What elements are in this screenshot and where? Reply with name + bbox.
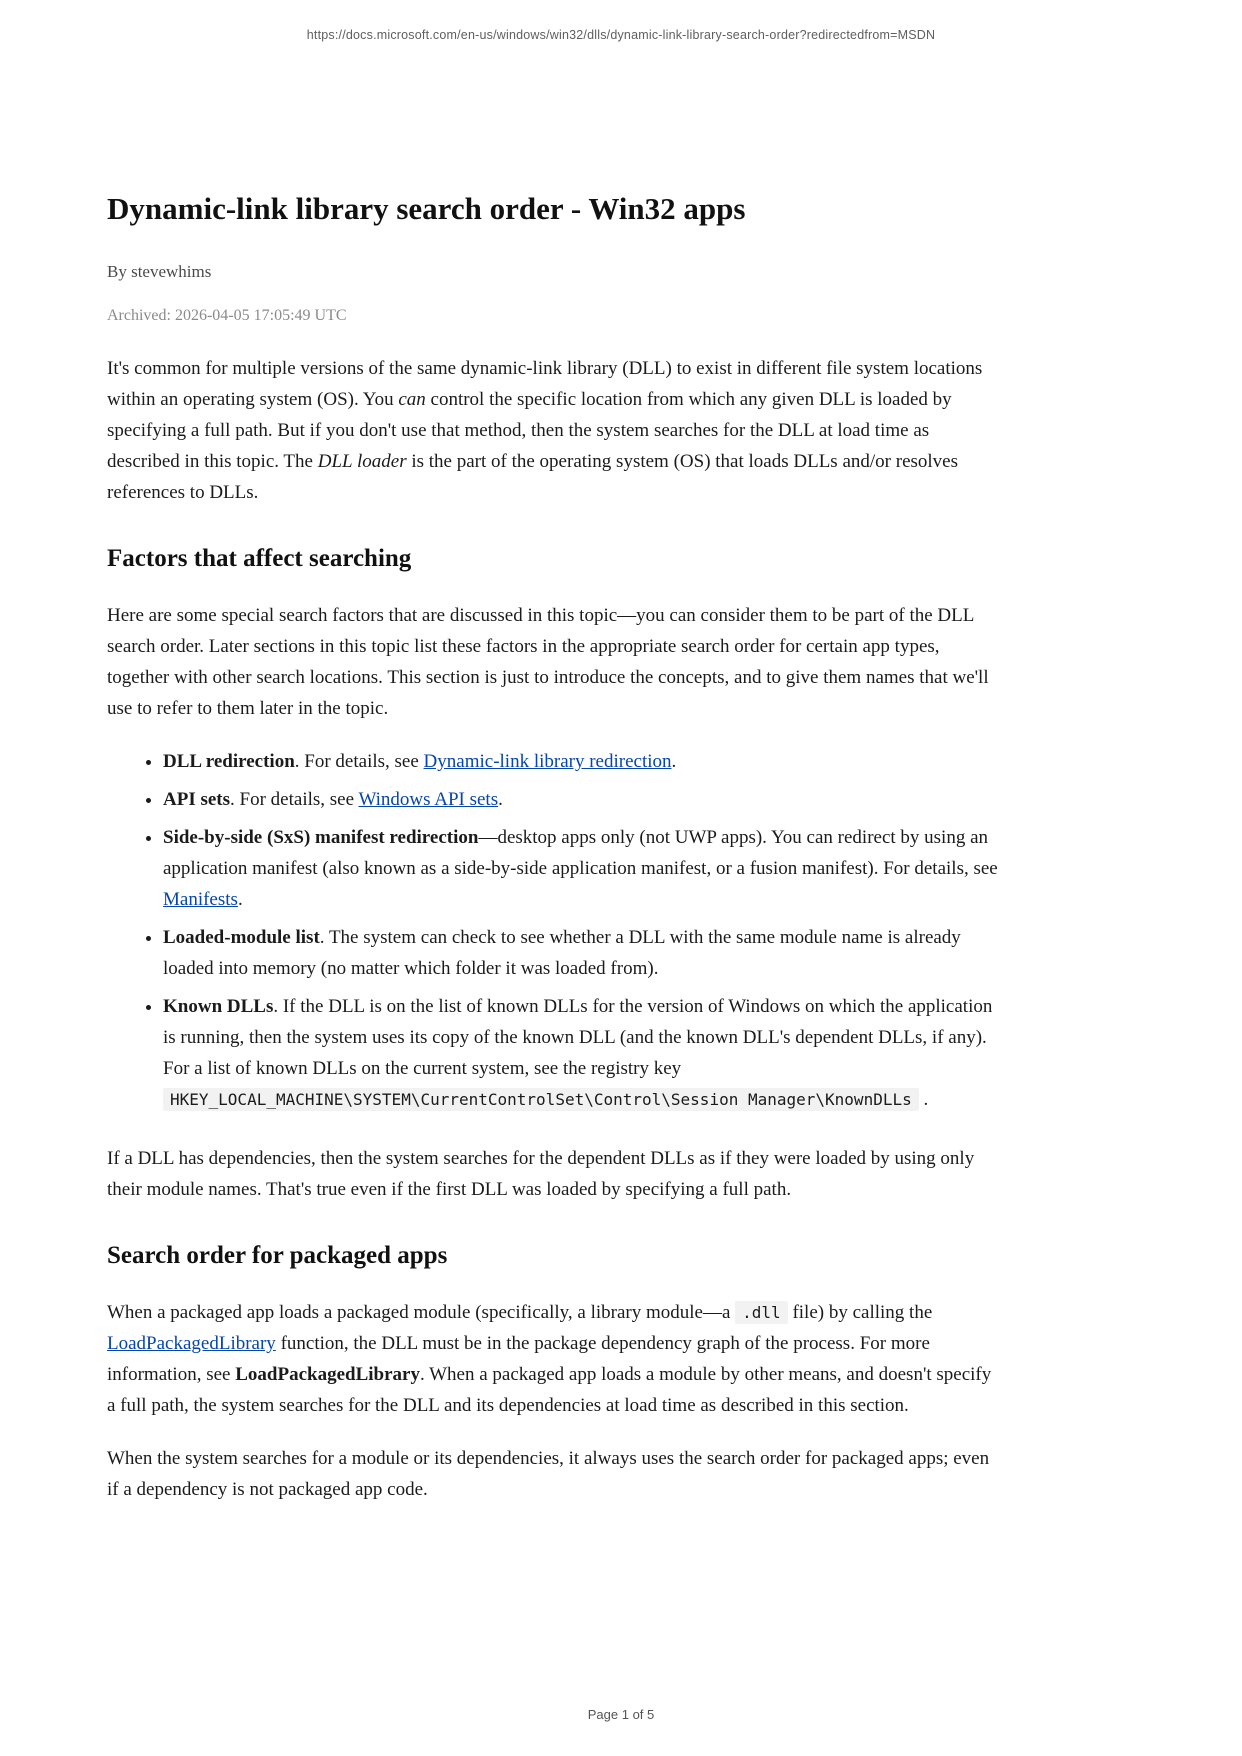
- archived-timestamp: Archived: 2026-04-05 17:05:49 UTC: [107, 307, 347, 324]
- paragraph-intro: [107, 353, 1002, 508]
- text: is the part of the operating system (OS) that loads DLLs and/or resolves references to DLLs.: [107, 451, 959, 503]
- text: —desktop apps only (not UWP apps). You can redirect by using an application manifest (also known as a side-by-side application manifest, or a fusion manifest). For details, see: [163, 827, 998, 879]
- bold-text: Known DLLs: [163, 996, 274, 1017]
- text: .: [671, 751, 677, 772]
- text: . When a packaged app loads a module by other means, and doesn't specify a full path, the system searches for the DLL and its dependencies at load time as described in this section.: [107, 1364, 992, 1416]
- text: When a packaged app loads a packaged module (specifically, a library module—a: [107, 1302, 736, 1323]
- text: .: [498, 789, 503, 810]
- link-loadpackagedlibrary[interactable]: LoadPackagedLibrary: [107, 1333, 276, 1354]
- inline-code: .dll: [735, 1301, 788, 1324]
- text: When the system searches for a module or its dependencies, it always uses the search order for packaged apps; even if a dependency is not packaged app code.: [107, 1448, 990, 1500]
- text: . If the DLL is on the list of known DLLs for the version of Windows on which the application is running, then the system uses its copy of the known DLL (and the known DLL's dependent DLLs, if any). For a list of known DLLs on the current system, see the registry key: [163, 996, 993, 1079]
- section-heading-factors: Factors that affect searching: [107, 545, 412, 572]
- inline-code: HKEY_LOCAL_MACHINE\SYSTEM\CurrentControlSet\Control\Session Manager\KnownDLLs: [163, 1088, 919, 1111]
- text: . The system can check to see whether a DLL with the same module name is already loaded into memory (no matter which folder it was loaded from).: [163, 927, 961, 979]
- paragraph-packaged-1: [107, 1297, 1002, 1421]
- page-header-url: https://docs.microsoft.com/en-us/windows/win32/dlls/dynamic-link-library-search-order?redirectedfrom=MSDN: [306, 28, 936, 42]
- link-manifests[interactable]: Manifests: [163, 889, 238, 910]
- paragraph-dependencies-note: [107, 1143, 1002, 1205]
- list-item-known-dlls: [163, 991, 1002, 1115]
- text: .: [918, 1089, 929, 1110]
- bold-text: LoadPackagedLibrary: [235, 1364, 420, 1385]
- section-heading-packaged-apps: Search order for packaged apps: [107, 1242, 448, 1269]
- link-dynamic-link-library-redirection[interactable]: Dynamic-link library redirection: [423, 751, 672, 772]
- list-item-api-sets: [163, 784, 1002, 815]
- italic-text: DLL loader: [317, 451, 407, 472]
- list-item-dll-redirection: [163, 746, 1002, 777]
- text: .: [237, 889, 243, 910]
- text: Here are some special search factors that are discussed in this topic—you can consider them to be part of the DLL search order. Later sections in this topic list these factors in the appropriate search order for certain app types, together with other search locations. This section is just to introduce the concepts, and to give them names that we'll use to refer to them later in the topic.: [107, 605, 989, 719]
- paragraph-factors-lede: [107, 600, 1002, 724]
- text: . For details, see: [230, 789, 359, 810]
- page-number: Page 1 of 5: [587, 1707, 655, 1722]
- list-item-loaded-module-list: [163, 922, 1002, 984]
- text: If a DLL has dependencies, then the system searches for the dependent DLLs as if they were loaded by using only their module names. That's true even if the first DLL was loaded by specifying a full path.: [107, 1148, 975, 1200]
- text: It's common for multiple versions of the same dynamic-link library (DLL) to exist in different file system locations within an operating system (OS). You: [107, 358, 983, 410]
- bold-text: API sets: [163, 789, 231, 810]
- article-title: Dynamic-link library search order - Win32 apps: [107, 191, 746, 226]
- article: [107, 190, 1002, 1505]
- link-windows-api-sets[interactable]: Windows API sets: [358, 789, 499, 810]
- factors-list: [107, 746, 1002, 1115]
- paragraph-packaged-2: [107, 1443, 1002, 1505]
- italic-text: can: [398, 389, 426, 410]
- bold-text: Loaded-module list: [163, 927, 320, 948]
- text: file) by calling the: [787, 1302, 933, 1323]
- text: . For details, see: [294, 751, 424, 772]
- bold-text: DLL redirection: [163, 751, 295, 772]
- list-item-sxs-manifest-redirection: [163, 822, 1002, 915]
- text: function, the DLL must be in the package dependency graph of the process. For more information, see: [107, 1333, 930, 1385]
- bold-text: Side-by-side (SxS) manifest redirection: [163, 827, 479, 848]
- text: control the specific location from which any given DLL is loaded by specifying a full path. But if you don't use that method, then the system searches for the DLL at load time as described in this topic. The: [107, 389, 952, 472]
- byline: By stevewhims: [107, 262, 212, 281]
